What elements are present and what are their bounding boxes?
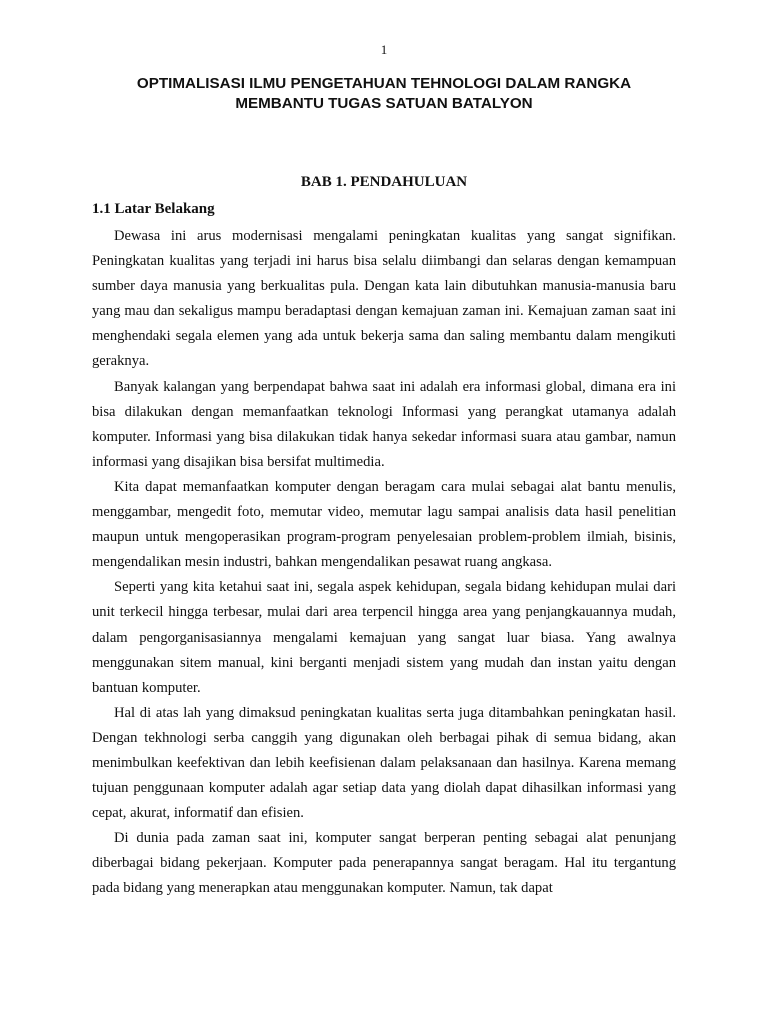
paragraph: Seperti yang kita ketahui saat ini, segala aspek kehidupan, segala bidang kehidupan mulai dari unit terkecil hingga terbesar, mulai dari area terpencil hingga area yang penjangkauannya mudah, dalam pengorganisasiannya mengalami kemajuan yang sangat luar biasa. Yang awalnya menggunakan sitem manual, kini berganti menjadi sistem yang mudah dan instan yaitu dengan bantuan komputer. <box>92 579 676 696</box>
paragraph: Hal di atas lah yang dimaksud peningkatan kualitas serta juga ditambahkan peningkatan hasil. Dengan tekhnologi serba canggih yang digunakan oleh berbagai pihak di semua bidang, akan menimbulkan keefektivan dan lebih keefisienan dalam pelaksanaan dan hasilnya. Karena memang tujuan penggunaan komputer adalah agar setiap data yang diolah dapat dihasilkan informasi yang cepat, akurat, informatif dan efisien. <box>92 704 676 822</box>
body-text <box>92 224 676 902</box>
chapter-heading: BAB 1. PENDAHULUAN <box>300 174 468 190</box>
title-line-1: OPTIMALISASI ILMU PENGETAHUAN TEHNOLOGI DALAM RANGKA <box>136 75 632 92</box>
paragraph: Kita dapat memanfaatkan komputer dengan beragam cara mulai sebagai alat bantu menulis, menggambar, mengedit foto, memutar video, memutar lagu sampai analisis data hasil penelitian maupun untuk mengoperasikan program-program penyelesaian problem-problem ilmiah, bisinis, mengendalikan mesin industri, bahkan mengendalikan pesawat ruang angkasa. <box>92 478 676 571</box>
section-heading: 1.1 Latar Belakang <box>92 201 215 217</box>
paragraph: Dewasa ini arus modernisasi mengalami peningkatan kualitas yang sangat signifikan. Peningkatan kualitas yang terjadi ini harus bisa selalu diimbangi dan selaras dengan kemampuan sumber daya manusia yang berkualitas pula. Dengan kata lain dibutuhkan manusia-manusia baru yang mau dan sekaligus mampu beradaptasi dengan kemajuan zaman ini. Kemajuan zaman saat ini menghendaki segala elemen yang ada untuk bekerja sama dan saling membantu dalam mengikuti geraknya. <box>92 228 676 370</box>
page-number: 1 <box>380 42 388 57</box>
paragraph: Banyak kalangan yang berpendapat bahwa saat ini adalah era informasi global, dimana era ini bisa dilakukan dengan memanfaatkan teknologi Informasi yang perangkat utamanya adalah komputer. Informasi yang bisa dilakukan tidak hanya sekedar informasi suara atau gambar, namun informasi yang disajikan bisa bersifat multimedia. <box>92 378 676 470</box>
document-title <box>92 74 676 114</box>
title-line-2: MEMBANTU TUGAS SATUAN BATALYON <box>235 95 533 112</box>
paragraph: Di dunia pada zaman saat ini, komputer sangat berperan penting sebagai alat penunjang diberbagai bidang pekerjaan. Komputer pada penerapannya sangat beragam. Hal itu tergantung pada bidang yang menerapkan atau menggunakan komputer. Namun, tak dapat <box>92 830 676 897</box>
